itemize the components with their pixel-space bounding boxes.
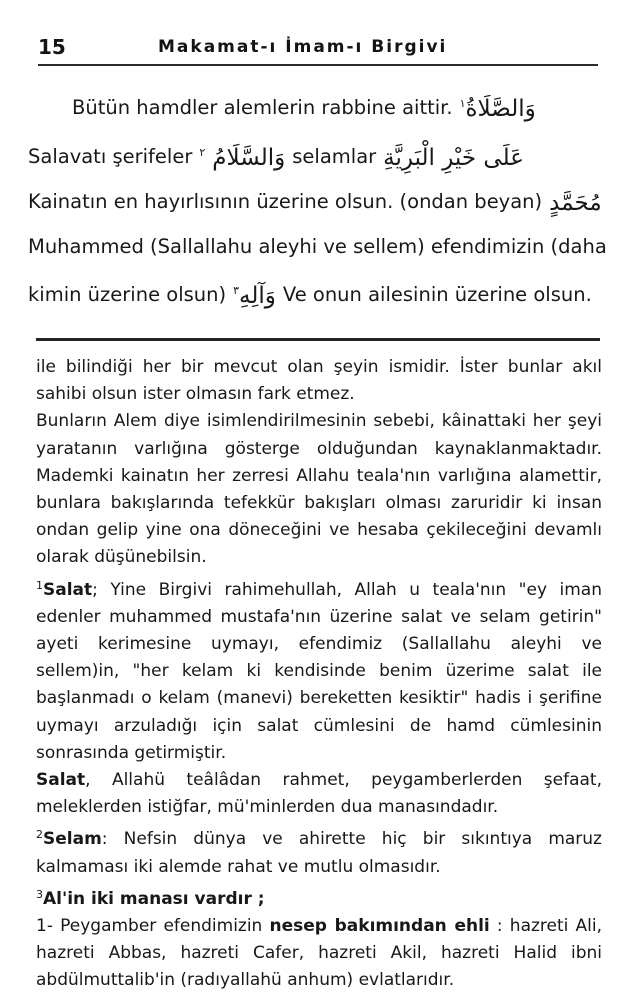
arabic-wassalatu: وَالصَّلَاةُ: [465, 96, 536, 122]
footnote-2-selam-text: : Nefsin dünya ve ahirette hiç bir sıkıntıya maruz kalmaması iki alemde rahat ve mutlu olmasıdır.: [36, 829, 602, 877]
footnote-paragraph-alem: [36, 408, 602, 571]
footnote-term-salat: Salat: [43, 579, 93, 600]
footnote-paragraph-intro: [36, 354, 602, 408]
header-divider: [38, 64, 598, 66]
page-number: 15: [38, 35, 66, 59]
footnote-number-2: 2: [36, 828, 43, 842]
body-line-1: [28, 82, 602, 131]
arabic-wa-alihi: وَآلِهِ: [239, 283, 276, 309]
arabic-muhammadin: مُحَمَّدٍ: [549, 190, 602, 216]
body-line-4: [28, 225, 607, 269]
page-header: [38, 30, 598, 64]
page-title: Makamat-ı İmam-ı Birgivi: [158, 37, 448, 57]
footnote-paragraph-2-selam: [36, 821, 602, 880]
footnote-section: [36, 354, 602, 995]
footnote-paragraph-3-item-1: [36, 913, 602, 995]
footnote-paragraph-salat-definition: [36, 767, 602, 821]
footnote-1-salat-text: ; Yine Birgivi rahimehullah, Allah u teala'nın "ey iman edenler muhammed mustafa'nın üzerine salat ve selam getirin" ayeti kerimesine uymayı, efendimiz (Sallallahu aleyhi ve sellem)in, "her kelam ki kendisinde benim üzerime salat ile başlanmadı o kelam (manevi) bereketten kesiktir" hadis i şerifine uymayı arzuladığı için salat cümlesini de hamd cümlesinin sonrasında getirmiştir.: [36, 579, 602, 763]
footnote-item-1-lead: 1- Peygamber efendimizin: [36, 916, 270, 937]
body-line-4-text: Muhammed (Sallallahu aleyhi ve sellem) efendimizin (daha: [28, 235, 607, 258]
footnote-term-salat-def: Salat: [36, 770, 86, 791]
body-line-2-text-mid: selamlar: [292, 145, 377, 168]
footnote-marker-3: ٣: [233, 284, 240, 297]
footnote-term-nesep: nesep bakımından ehli: [269, 916, 490, 937]
footnote-alem-text: Bunların Alem diye isimlendirilmesinin sebebi, kâinattaki her şeyi yaratanın varlığına gösterge olduğundan kaynaklanmaktadır. Mademki kainatın her zerresi Allahu teala'nın varlığına alamettir, bunlara bakışlarında tefekkür bakışları olması zaruridir ki insan ondan gelip yine ona döneceğini ve hesaba çekileceğini devamlı olarak düşünebilsin.: [36, 411, 602, 568]
footnote-term-selam: Selam: [43, 829, 102, 850]
footnote-divider: [36, 338, 600, 341]
body-line-3: [28, 180, 602, 225]
body-line-2-text-start: Salavatı şerifeler: [28, 145, 193, 168]
footnote-number-3: 3: [36, 887, 43, 901]
arabic-ala-khayri-al-bariyyah: عَلَى خَيْرِ الْبَرِيَّةِ: [383, 145, 524, 171]
body-line-1-text: Bütün hamdler alemlerin rabbine aittir.: [72, 96, 453, 119]
body-line-2: [28, 131, 602, 180]
footnote-term-al: Al'in iki manası vardır ;: [43, 888, 265, 909]
footnote-marker-1: ١: [459, 97, 466, 110]
footnote-marker-2: ٢: [199, 146, 206, 159]
footnote-paragraph-1-salat: [36, 572, 602, 767]
body-line-3-text: Kainatın en hayırlısının üzerine olsun. (ondan beyan): [28, 190, 543, 213]
arabic-wassalamu: وَالسَّلَامُ: [212, 145, 286, 171]
footnote-number-1: 1: [36, 578, 43, 592]
footnote-salat-def-text: , Allahü teâlâdan rahmet, peygamberlerden şefaat, meleklerden istiğfar, mü'minlerden dua manasındadır.: [36, 770, 602, 818]
footnote-item-1-text: : hazreti Ali, hazreti Abbas, hazreti Cafer, hazreti Akil, hazreti Halid ibni abdülmuttalib'in (radıyallahü anhum) evlatlarıdır.: [36, 916, 603, 991]
body-line-5-text-start: kimin üzerine olsun): [28, 283, 227, 306]
footnote-intro-text: ile bilindiği her bir mevcut olan şeyin ismidir. İster bunlar akıl sahibi olsun ister olmasın fark etmez.: [36, 357, 602, 405]
main-body: [28, 82, 607, 318]
body-line-5-text-end: Ve onun ailesinin üzerine olsun.: [282, 283, 592, 306]
footnote-paragraph-3-al: [36, 881, 602, 913]
body-line-5: [28, 269, 602, 318]
